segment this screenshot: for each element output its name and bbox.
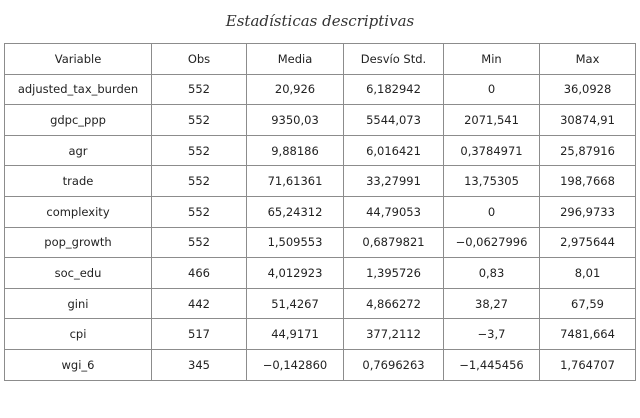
cell-obs: 552 xyxy=(152,74,247,105)
cell-mean: 4,012923 xyxy=(247,258,344,289)
cell-min: −3,7 xyxy=(444,319,540,350)
header-obs: Obs xyxy=(152,44,247,75)
table-caption: Estadísticas descriptivas xyxy=(225,12,415,30)
cell-obs: 552 xyxy=(152,105,247,136)
table-row xyxy=(5,135,636,166)
table-row xyxy=(5,166,636,197)
cell-variable: gdpc_ppp xyxy=(5,105,152,136)
descriptive-stats-table xyxy=(4,43,636,381)
cell-min: −0,0627996 xyxy=(444,227,540,258)
cell-min: 0 xyxy=(444,74,540,105)
cell-variable: soc_edu xyxy=(5,258,152,289)
cell-max: 30874,91 xyxy=(540,105,636,136)
table-row xyxy=(5,258,636,289)
cell-std-dev: 5544,073 xyxy=(344,105,444,136)
cell-max: 1,764707 xyxy=(540,349,636,380)
table-row xyxy=(5,319,636,350)
cell-variable: adjusted_tax_burden xyxy=(5,74,152,105)
cell-std-dev: 6,016421 xyxy=(344,135,444,166)
header-min: Min xyxy=(444,44,540,75)
cell-obs: 345 xyxy=(152,349,247,380)
cell-obs: 442 xyxy=(152,288,247,319)
cell-max: 25,87916 xyxy=(540,135,636,166)
table-row xyxy=(5,105,636,136)
cell-std-dev: 4,866272 xyxy=(344,288,444,319)
cell-variable: wgi_6 xyxy=(5,349,152,380)
cell-min: 0,83 xyxy=(444,258,540,289)
cell-variable: complexity xyxy=(5,196,152,227)
cell-obs: 466 xyxy=(152,258,247,289)
cell-std-dev: 1,395726 xyxy=(344,258,444,289)
cell-mean: 44,9171 xyxy=(247,319,344,350)
cell-variable: pop_growth xyxy=(5,227,152,258)
header-row xyxy=(5,44,636,75)
header-max: Max xyxy=(540,44,636,75)
cell-variable: gini xyxy=(5,288,152,319)
cell-min: 38,27 xyxy=(444,288,540,319)
cell-obs: 552 xyxy=(152,196,247,227)
cell-obs: 552 xyxy=(152,135,247,166)
cell-obs: 552 xyxy=(152,166,247,197)
cell-std-dev: 6,182942 xyxy=(344,74,444,105)
cell-variable: agr xyxy=(5,135,152,166)
cell-obs: 517 xyxy=(152,319,247,350)
cell-std-dev: 377,2112 xyxy=(344,319,444,350)
cell-min: 0,3784971 xyxy=(444,135,540,166)
table-row xyxy=(5,196,636,227)
header-mean: Media xyxy=(247,44,344,75)
table-row xyxy=(5,288,636,319)
header-std-dev: Desvío Std. xyxy=(344,44,444,75)
cell-max: 296,9733 xyxy=(540,196,636,227)
cell-mean: 51,4267 xyxy=(247,288,344,319)
table-row xyxy=(5,74,636,105)
cell-variable: trade xyxy=(5,166,152,197)
cell-min: 13,75305 xyxy=(444,166,540,197)
cell-max: 8,01 xyxy=(540,258,636,289)
cell-min: −1,445456 xyxy=(444,349,540,380)
cell-max: 198,7668 xyxy=(540,166,636,197)
cell-variable: cpi xyxy=(5,319,152,350)
cell-mean: −0,142860 xyxy=(247,349,344,380)
cell-max: 2,975644 xyxy=(540,227,636,258)
table-row xyxy=(5,349,636,380)
cell-min: 0 xyxy=(444,196,540,227)
cell-std-dev: 0,6879821 xyxy=(344,227,444,258)
cell-obs: 552 xyxy=(152,227,247,258)
table-row xyxy=(5,227,636,258)
cell-mean: 9350,03 xyxy=(247,105,344,136)
cell-max: 67,59 xyxy=(540,288,636,319)
cell-min: 2071,541 xyxy=(444,105,540,136)
cell-mean: 20,926 xyxy=(247,74,344,105)
cell-mean: 71,61361 xyxy=(247,166,344,197)
header-variable: Variable xyxy=(5,44,152,75)
cell-mean: 65,24312 xyxy=(247,196,344,227)
cell-mean: 1,509553 xyxy=(247,227,344,258)
cell-std-dev: 33,27991 xyxy=(344,166,444,197)
cell-mean: 9,88186 xyxy=(247,135,344,166)
cell-max: 36,0928 xyxy=(540,74,636,105)
cell-std-dev: 0,7696263 xyxy=(344,349,444,380)
cell-std-dev: 44,79053 xyxy=(344,196,444,227)
cell-max: 7481,664 xyxy=(540,319,636,350)
